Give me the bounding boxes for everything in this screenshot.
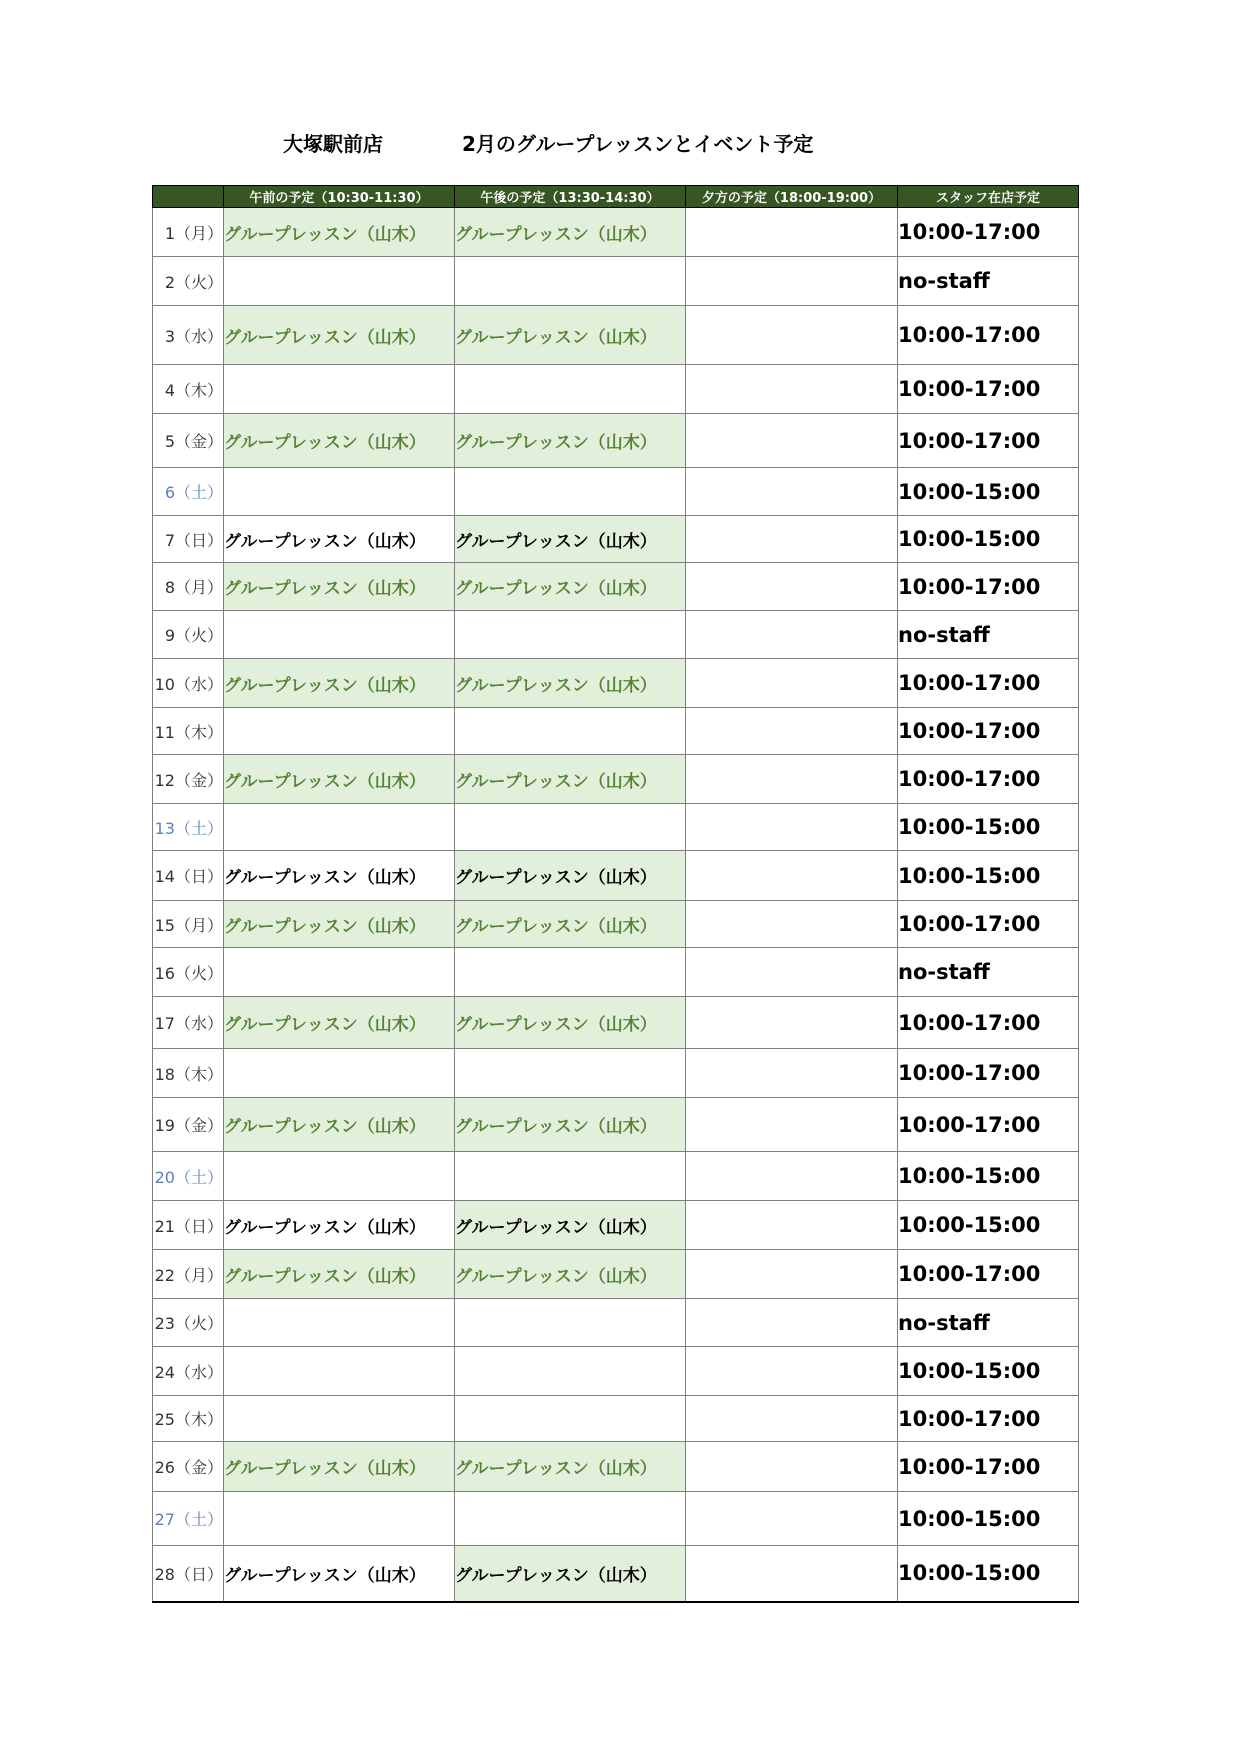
table-row [153,1396,1079,1442]
evening-slot [686,1396,898,1442]
morning-slot [224,1396,455,1442]
morning-slot [224,755,455,804]
lesson-label: グループレッスン（山木） [224,675,426,696]
evening-slot [686,901,898,948]
date-cell: 25（木） [153,1396,224,1442]
staff-hours-cell: no-staff [898,948,1079,997]
header-date [153,186,224,208]
lesson-label: グループレッスン（山木） [455,1459,657,1479]
store-name: 大塚駅前店 [283,132,383,156]
staff-hours-cell: 10:00-15:00 [898,804,1079,851]
table-row [153,948,1079,997]
lesson-label: グループレッスン（山木） [224,1459,426,1479]
table-row [153,1098,1079,1152]
date-cell: 5（金） [153,414,224,468]
date-cell: 19（金） [153,1098,224,1152]
morning-slot [224,1152,455,1201]
lesson-label: グループレッスン（山木） [455,1217,657,1238]
afternoon-slot [455,208,686,257]
afternoon-slot [455,414,686,468]
afternoon-slot [455,997,686,1049]
evening-slot [686,1152,898,1201]
afternoon-slot [455,516,686,563]
table-row [153,1442,1079,1492]
table-row [153,468,1079,516]
afternoon-slot [455,1546,686,1602]
lesson-label: グループレッスン（山木） [224,1015,426,1035]
lesson-label: グループレッスン（山木） [224,1117,426,1137]
afternoon-slot [455,611,686,659]
date-cell: 20（土） [153,1152,224,1201]
lesson-label: グループレッスン（山木） [224,771,426,792]
morning-slot [224,1098,455,1152]
staff-hours-cell: 10:00-17:00 [898,997,1079,1049]
afternoon-slot [455,948,686,997]
lesson-label: グループレッスン（山木） [455,327,657,348]
table-row [153,755,1079,804]
morning-slot [224,997,455,1049]
evening-slot [686,611,898,659]
lesson-label: グループレッスン（山木） [224,433,426,453]
evening-slot [686,1250,898,1299]
table-row [153,1299,1079,1347]
lesson-label: グループレッスン（山木） [455,1015,657,1035]
header-morning: 午前の予定（10:30-11:30） [224,186,455,208]
lesson-label: グループレッスン（山木） [455,868,657,888]
evening-slot [686,1492,898,1546]
evening-slot [686,306,898,365]
table-row [153,901,1079,948]
date-cell: 21（日） [153,1201,224,1250]
date-cell: 6（土） [153,468,224,516]
date-cell: 3（水） [153,306,224,365]
lesson-label: グループレッスン（山木） [455,916,657,937]
staff-hours-cell: 10:00-17:00 [898,414,1079,468]
staff-hours-cell: 10:00-17:00 [898,1442,1079,1492]
staff-hours-cell: no-staff [898,611,1079,659]
title-row [0,128,1240,158]
afternoon-slot [455,708,686,755]
evening-slot [686,468,898,516]
schedule-table [152,185,1079,1603]
lesson-label: グループレッスン（山木） [224,579,426,599]
staff-hours-cell: 10:00-17:00 [898,1396,1079,1442]
evening-slot [686,414,898,468]
table-row [153,365,1079,414]
lesson-label: グループレッスン（山木） [455,1565,657,1586]
table-row [153,997,1079,1049]
afternoon-slot [455,306,686,365]
evening-slot [686,1299,898,1347]
lesson-label: グループレッスン（山木） [224,224,426,245]
page-title: 2月のグループレッスンとイベント予定 [462,132,814,156]
morning-slot [224,306,455,365]
afternoon-slot [455,1299,686,1347]
date-cell: 10（水） [153,659,224,708]
date-cell: 24（水） [153,1347,224,1396]
morning-slot [224,208,455,257]
evening-slot [686,1347,898,1396]
lesson-label: グループレッスン（山木） [455,531,657,552]
date-cell: 8（月） [153,563,224,611]
evening-slot [686,755,898,804]
afternoon-slot [455,755,686,804]
afternoon-slot [455,468,686,516]
lesson-label: グループレッスン（山木） [224,531,426,552]
evening-slot [686,208,898,257]
morning-slot [224,851,455,901]
morning-slot [224,468,455,516]
evening-slot [686,1049,898,1098]
date-cell: 18（木） [153,1049,224,1098]
header-staff: スタッフ在店予定 [898,186,1079,208]
staff-hours-cell: 10:00-15:00 [898,1152,1079,1201]
date-cell: 2（火） [153,257,224,306]
table-row [153,563,1079,611]
table-row [153,1250,1079,1299]
evening-slot [686,516,898,563]
table-row [153,306,1079,365]
morning-slot [224,1442,455,1492]
header-afternoon: 午後の予定（13:30-14:30） [455,186,686,208]
afternoon-slot [455,851,686,901]
table-row [153,1201,1079,1250]
lesson-label: グループレッスン（山木） [455,579,657,599]
staff-hours-cell: 10:00-17:00 [898,708,1079,755]
staff-hours-cell: 10:00-17:00 [898,1250,1079,1299]
evening-slot [686,804,898,851]
lesson-label: グループレッスン（山木） [455,771,657,792]
staff-hours-cell: 10:00-17:00 [898,365,1079,414]
table-row [153,1049,1079,1098]
afternoon-slot [455,1347,686,1396]
date-cell: 27（土） [153,1492,224,1546]
staff-hours-cell: no-staff [898,1299,1079,1347]
morning-slot [224,659,455,708]
staff-hours-cell: 10:00-17:00 [898,755,1079,804]
lesson-label: グループレッスン（山木） [224,1565,426,1586]
table-row [153,257,1079,306]
lesson-label: グループレッスン（山木） [455,224,657,245]
date-cell: 26（金） [153,1442,224,1492]
afternoon-slot [455,1201,686,1250]
staff-hours-cell: 10:00-17:00 [898,1049,1079,1098]
morning-slot [224,1546,455,1602]
morning-slot [224,516,455,563]
staff-hours-cell: 10:00-15:00 [898,1347,1079,1396]
afternoon-slot [455,563,686,611]
morning-slot [224,948,455,997]
lesson-label: グループレッスン（山木） [455,675,657,696]
morning-slot [224,1299,455,1347]
date-cell: 22（月） [153,1250,224,1299]
morning-slot [224,901,455,948]
afternoon-slot [455,659,686,708]
table-row [153,208,1079,257]
lesson-label: グループレッスン（山木） [224,327,426,348]
table-row [153,516,1079,563]
evening-slot [686,659,898,708]
morning-slot [224,1201,455,1250]
evening-slot [686,365,898,414]
lesson-label: グループレッスン（山木） [224,868,426,888]
morning-slot [224,365,455,414]
afternoon-slot [455,1250,686,1299]
afternoon-slot [455,901,686,948]
morning-slot [224,563,455,611]
morning-slot [224,257,455,306]
date-cell: 15（月） [153,901,224,948]
table-row [153,659,1079,708]
evening-slot [686,997,898,1049]
evening-slot [686,851,898,901]
schedule-body [153,208,1079,1602]
morning-slot [224,1347,455,1396]
staff-hours-cell: no-staff [898,257,1079,306]
table-row [153,804,1079,851]
evening-slot [686,1098,898,1152]
afternoon-slot [455,1152,686,1201]
date-cell: 9（火） [153,611,224,659]
staff-hours-cell: 10:00-15:00 [898,1546,1079,1602]
header-row [153,186,1079,208]
morning-slot [224,1049,455,1098]
staff-hours-cell: 10:00-15:00 [898,851,1079,901]
lesson-label: グループレッスン（山木） [455,1117,657,1137]
date-cell: 1（月） [153,208,224,257]
table-row [153,414,1079,468]
date-cell: 12（金） [153,755,224,804]
evening-slot [686,1546,898,1602]
staff-hours-cell: 10:00-15:00 [898,468,1079,516]
staff-hours-cell: 10:00-17:00 [898,901,1079,948]
morning-slot [224,611,455,659]
table-row [153,1546,1079,1602]
staff-hours-cell: 10:00-17:00 [898,208,1079,257]
date-cell: 28（日） [153,1546,224,1602]
staff-hours-cell: 10:00-17:00 [898,1098,1079,1152]
lesson-label: グループレッスン（山木） [455,1266,657,1287]
date-cell: 4（木） [153,365,224,414]
afternoon-slot [455,1049,686,1098]
evening-slot [686,948,898,997]
afternoon-slot [455,365,686,414]
table-row [153,708,1079,755]
date-cell: 23（火） [153,1299,224,1347]
lesson-label: グループレッスン（山木） [224,1217,426,1238]
staff-hours-cell: 10:00-17:00 [898,563,1079,611]
afternoon-slot [455,1098,686,1152]
morning-slot [224,804,455,851]
table-row [153,611,1079,659]
afternoon-slot [455,257,686,306]
morning-slot [224,708,455,755]
table-row [153,1152,1079,1201]
evening-slot [686,708,898,755]
date-cell: 13（土） [153,804,224,851]
morning-slot [224,1492,455,1546]
table-row [153,1347,1079,1396]
afternoon-slot [455,1442,686,1492]
afternoon-slot [455,804,686,851]
date-cell: 17（水） [153,997,224,1049]
date-cell: 7（日） [153,516,224,563]
lesson-label: グループレッスン（山木） [224,1266,426,1287]
date-cell: 16（火） [153,948,224,997]
table-row [153,1492,1079,1546]
evening-slot [686,1442,898,1492]
table-row [153,851,1079,901]
staff-hours-cell: 10:00-15:00 [898,1201,1079,1250]
date-cell: 11（木） [153,708,224,755]
lesson-label: グループレッスン（山木） [224,916,426,937]
morning-slot [224,414,455,468]
evening-slot [686,563,898,611]
staff-hours-cell: 10:00-17:00 [898,306,1079,365]
header-evening: 夕方の予定（18:00-19:00） [686,186,898,208]
evening-slot [686,1201,898,1250]
date-cell: 14（日） [153,851,224,901]
staff-hours-cell: 10:00-15:00 [898,1492,1079,1546]
staff-hours-cell: 10:00-17:00 [898,659,1079,708]
lesson-label: グループレッスン（山木） [455,433,657,453]
afternoon-slot [455,1492,686,1546]
staff-hours-cell: 10:00-15:00 [898,516,1079,563]
evening-slot [686,257,898,306]
afternoon-slot [455,1396,686,1442]
morning-slot [224,1250,455,1299]
